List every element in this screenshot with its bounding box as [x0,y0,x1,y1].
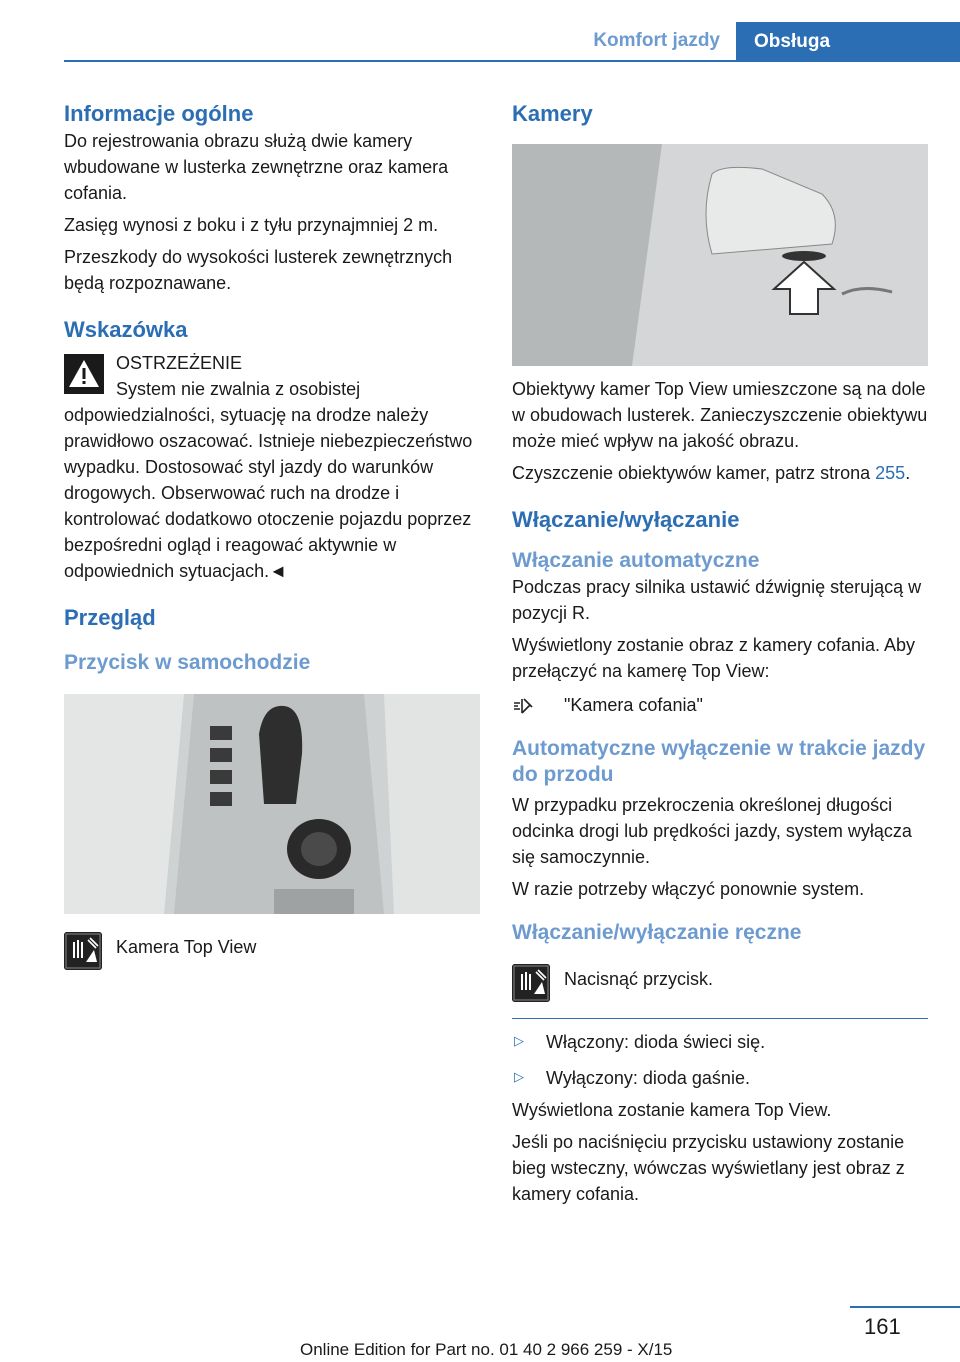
list-item: ▷ Włączony: dioda świeci się. [514,1032,766,1052]
paragraph: W razie potrzeby włączyć ponownie system. [512,879,865,899]
warning-icon [64,354,104,394]
header-rule [64,60,960,62]
mirror-camera-photo [512,144,928,366]
paragraph: Wyświetlony zostanie obraz z kamery cofania. Aby przełączyć na kamerę Top View: [512,635,916,681]
warning-block [64,350,480,584]
top-view-camera-icon [64,932,102,970]
press-button-label: Nacisnąć przycisk. [564,969,714,989]
top-view-button-row [64,932,480,972]
paragraph: Zasięg wynosi z boku i z tyłu przynajmniej 2 m. [64,215,439,235]
heading-general-info: Informacje ogólne [64,101,254,126]
camera-menu-item [512,692,928,718]
page-number-rule [850,1306,960,1308]
center-console-photo [64,694,480,914]
heading-note: Wskazówka [64,317,188,342]
heading-button-in-car: Przycisk w samochodzie [64,651,311,674]
heading-overview: Przegląd [64,605,156,630]
paragraph: W przypadku przekroczenia określonej długości odcinka drogi lub prędkości jazdy, system wyłącza się samoczynnie. [512,795,912,867]
page-link[interactable]: 255 [875,463,906,483]
heading-cameras: Kamery [512,101,593,126]
warning-text: System nie zwalnia z osobistej odpowiedzialności, sytuację na drodze należy prawidłowo oszacować. Istnieje niebezpieczeństwo wypadku. Dostosować styl jazdy do warunków drogowych. Obserwować ruch na drodze i kontrolować dodatkowo otoczenie pojazdu poprzez bezpośredni ogląd i reagować aktywnie w odpowiednich sytuacjach.◄ [64,379,473,581]
footer-edition: Online Edition for Part no. 01 40 2 966 259 - X/15 [300,1340,673,1359]
heading-manual-on-off: Włączanie/wyłączanie ręczne [512,921,802,944]
paragraph-page-reference: Czyszczenie obiektywów kamer, patrz strona 255. [512,463,911,483]
paragraph: Jeśli po naciśnięciu przycisku ustawiony zostanie bieg wsteczny, wówczas wyświetlany jest obraz z kamery cofania. [512,1132,905,1204]
heading-on-off: Włączanie/wyłączanie [512,507,740,532]
paragraph: Obiektywy kamer Top View umieszczone są na dole w obudowach lusterek. Zanieczyszczenie obiektywu może mieć wpływ na jakość obrazu. [512,379,928,451]
paragraph: Podczas pracy silnika ustawić dźwignię sterującą w pozycji R. [512,577,922,623]
triangle-bullet-icon: ▷ [514,1033,524,1048]
top-view-camera-icon [512,964,550,1002]
rear-camera-icon [512,695,534,717]
page-number: 161 [864,1314,901,1339]
triangle-bullet-icon: ▷ [514,1069,524,1084]
camera-item-label: "Kamera cofania" [564,695,703,715]
header-tab: Obsługa [736,22,960,62]
left-column [64,100,480,972]
page-header [64,22,960,62]
paragraph: Wyświetlona zostanie kamera Top View. [512,1100,832,1120]
right-column [512,100,928,1207]
paragraph: Przeszkody do wysokości lusterek zewnętrznych będą rozpoznawane. [64,247,453,293]
heading-auto-on: Włączanie automatyczne [512,549,760,572]
heading-auto-off: Automatyczne wyłączenie w trakcie jazdy do przodu [512,737,926,786]
warning-title: OSTRZEŻENIE [116,353,243,373]
divider [512,1018,928,1019]
press-button-row [512,964,928,1004]
list-item: ▷ Wyłączony: dioda gaśnie. [514,1068,750,1088]
paragraph: Do rejestrowania obrazu służą dwie kamery wbudowane w lusterka zewnętrzne oraz kamera cofania. [64,131,449,203]
header-section: Komfort jazdy [593,30,720,51]
button-label: Kamera Top View [116,937,257,957]
